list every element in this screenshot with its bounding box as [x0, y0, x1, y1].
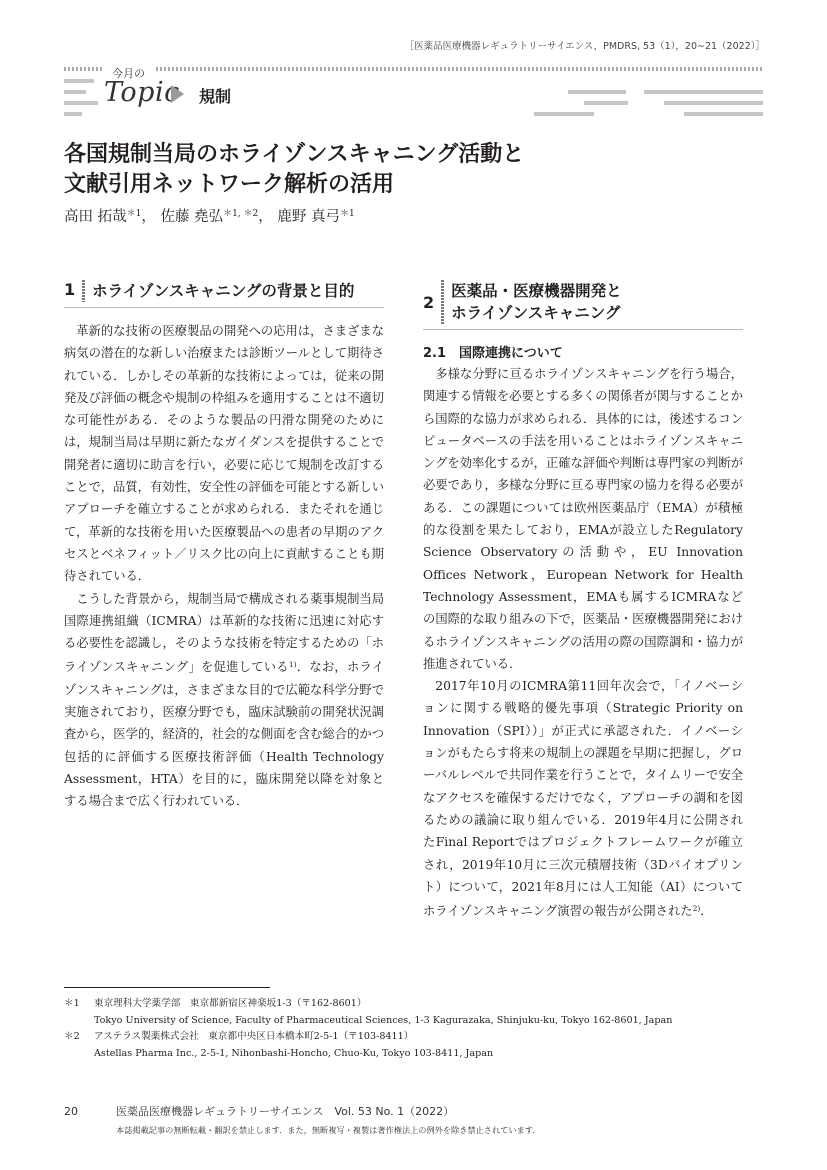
decor-bar: [664, 101, 763, 105]
paragraph-text: こうした背景から，規制当局で構成される薬事規制当局国際連携組織（ICMRA）は革新的な技術に迅速に対応する必要性を認識し，そのような技術を特定するための「ホライゾンスキャニング」を促進している: [64, 591, 384, 675]
citation-ref: 2): [692, 904, 701, 914]
section-bar-decor: [441, 280, 444, 324]
decor-bar: [568, 90, 626, 94]
paragraph: [64, 588, 384, 813]
footnote: [64, 1029, 764, 1062]
decor-bar: [684, 112, 763, 116]
title-line: 文献引用ネットワーク解析の活用: [64, 172, 395, 197]
article-title: [64, 140, 764, 200]
topic-label: Topic: [104, 77, 180, 108]
paragraph-text: ．なお，ホライゾンスキャニングは，さまざまな目的で広範な科学分野で実施されており，医療分野でも，臨床試験前の開発状況調査から，医学的，経済的，社会的な側面を含む総合的かつ包括的に評価する医療技術評価（Health Technology Assessment，HTA）を目的に，臨床開発以降を対象とする場合まで広く行われている．: [64, 660, 384, 809]
section-title: [451, 280, 622, 324]
footnote-mark: ＊1: [64, 998, 80, 1009]
footnote-divider: [64, 987, 270, 988]
page-number: 20: [64, 1105, 78, 1118]
decor-dash: [156, 67, 763, 71]
copyright-notice: 本誌掲載記事の無断転載・翻訳を禁止します．また，無断複写・複製は著作権法上の例外を除き禁止されています．: [116, 1125, 541, 1135]
author-affiliation-mark: ＊1: [339, 209, 355, 219]
section-number: 1: [64, 280, 76, 299]
footnote-text: アステラス製薬株式会社 東京都中央区日本橋本町2-5-1（〒103-8411）: [94, 1031, 414, 1042]
section-bar-decor: [82, 280, 85, 302]
author-name: 佐藤 堯弘: [160, 209, 224, 225]
subsection-heading: 2.1 国際連携について: [423, 346, 563, 361]
decor-bar: [64, 112, 82, 116]
paragraph: 多様な分野に亘るホライゾンスキャニングを行う場合，関連する情報を必要とする多くの関係者が関与することから国際的な協力が求められる．具体的には，後述するコンピュータベースの手法を用いることはホライゾンスキャニングを効率化するが，正確な評価や判断は専門家の判断が必要であり，多様な分野に亘る専門家の協力を得る必要がある．この課題については欧州医薬品庁（EMA）が積極的な役割を果たしており，EMAが設立したRegulatory Science Observatoryの活動や，EU Innovation Offices Network，European Network for Health Technology Assessment，EMAも属するICMRAなどの国際的な取り組みの下で，医薬品・医療機器開発におけるホライゾンスキャニングの活用の際の国際調和・協力が推進されている．: [423, 367, 743, 671]
paragraph-text: ．: [700, 904, 713, 919]
decor-bar: [64, 79, 94, 83]
title-line: 各国規制当局のホライゾンスキャニング活動と: [64, 142, 525, 167]
section-title-line: 医薬品・医療機器開発と: [451, 282, 622, 300]
decor-dash: [64, 67, 102, 71]
section-number: 2: [423, 292, 435, 312]
author-list: 高田 拓哉$^{*1}$， 佐藤 堯弘$^{*1, *2}$， 鹿野 真弓$^{*1}$: [64, 209, 355, 225]
section-title: ホライゾンスキャニングの背景と目的: [92, 282, 355, 300]
journal-name: 医薬品医療機器レギュラトリーサイエンス Vol. 53 No. 1（2022）: [116, 1105, 455, 1118]
author-name: 高田 拓哉: [64, 209, 127, 225]
topic-label-small: 今月の: [112, 67, 145, 80]
footnote-text: 東京理科大学薬学部 東京都新宿区神楽坂1-3（〒162-8601）: [94, 998, 367, 1009]
section-title-line: ホライゾンスキャニング: [451, 304, 621, 322]
footnote: [64, 996, 764, 1029]
topic-banner: [64, 63, 763, 125]
paragraph: 革新的な技術の医療製品の開発への応用は，さまざまな病気の潜在的な新しい治療または診断ツールとして期待されている．しかしその革新的な技術によっては，従来の開発及び評価の概念や規制の枠組みを適用することは不適切な可能性がある．そのような製品の円滑な開発のためには，規制当局は早期に新たなガイダンスを提供することで開発者に適切に助言を行い，必要に応じて規制を改訂することで，品質，有効性，安全性の評価を可能とする新しいアプローチを確立することが求められる．またそれを通じて，革新的な技術を用いた医療製品への患者の早期のアクセスとベネフィット／リスク比の向上に貢献することも期待されている．: [64, 324, 384, 584]
paragraph: [423, 675, 743, 922]
column-right: [423, 280, 743, 922]
decor-bar: [64, 101, 98, 105]
page-footer: [64, 1103, 764, 1136]
footnote-text: Astellas Pharma Inc., 2-5-1, Nihonbashi-Honcho, Chuo-Ku, Tokyo 103-8411, Japan: [94, 1047, 494, 1059]
footnote-text: Tokyo University of Science, Faculty of Pharmaceutical Sciences, 1-3 Kagurazaka, Shinjuku-ku, Tokyo 162-8601, Japan: [94, 1014, 673, 1026]
topic-category: 規制: [199, 87, 232, 106]
footnote-mark: ＊2: [64, 1031, 80, 1042]
citation-ref: 1): [288, 660, 297, 670]
journal-citation: ［医薬品医療機器レギュラトリーサイエンス，PMDRS, 53（1），20∼21（2022）］: [404, 41, 765, 52]
column-left: [64, 280, 384, 813]
footnotes: [64, 996, 764, 1062]
decor-bar: [64, 90, 86, 94]
author-affiliation-mark: ＊1, ＊2: [223, 209, 259, 219]
arrow-right-icon: [171, 85, 184, 103]
section-heading: [423, 280, 743, 330]
author-name: 鹿野 真弓: [277, 209, 340, 225]
paragraph-text: 2017年10月のICMRA第11回年次会で，「イノベーションに関する戦略的優先事項（Strategic Priority on Innovation（SPI））」が正式に承認された．イノベーションがもたらす将来の規制上の課題を早期に把握し，グローバルレベルで共同作業を行うことで，タイムリーで安全なアクセスを確保するだけでなく，アプローチの調和を図るための議論に取り組んでいる．2019年4月に公開されたFinal Reportではプロジェクトフレームワークが確立され，2019年10月に三次元積層技術（3Dバイオプリント）について，2021年8月には人工知能（AI）についてホライゾンスキャニング演習の報告が公開された: [423, 679, 743, 919]
section-heading: [64, 280, 384, 308]
author-affiliation-mark: ＊1: [126, 209, 142, 219]
decor-bar: [584, 101, 628, 105]
decor-bar: [644, 90, 763, 94]
decor-bar: [534, 112, 594, 116]
